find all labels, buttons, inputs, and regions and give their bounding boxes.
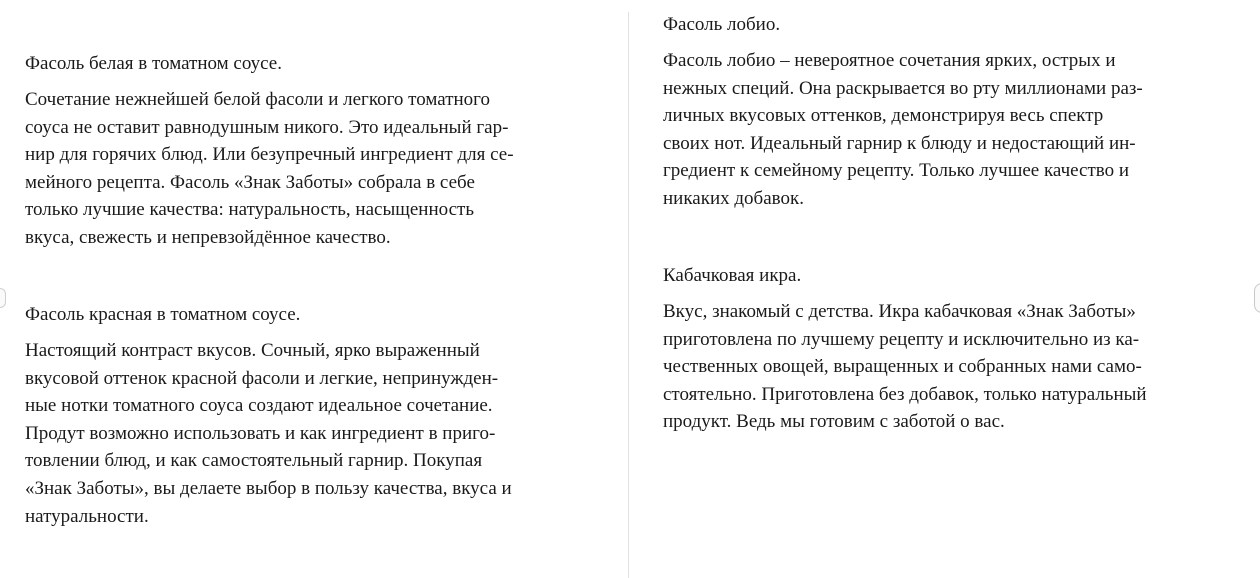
product-title: Кабачковая икра. bbox=[663, 265, 802, 286]
product-red-beans bbox=[25, 301, 605, 530]
product-description: Фасоль лобио – невероятное сочетания ярких, острых и нежных специй. Она раскрывается во рту миллионами раз- личных вкусовых оттенков, демонстрируя весь спектр своих нот. Идеальный гарнир к блюду и недостающий ин- гредиент к семейному рецепту. Только лучшее качество и никаких добавок. bbox=[663, 50, 1143, 209]
product-lobio-beans bbox=[663, 11, 1243, 213]
product-squash-caviar bbox=[663, 262, 1243, 436]
product-description: Настоящий контраст вкусов. Сочный, ярко выраженный вкусовой оттенок красной фасоли и легкие, непринужден- ные нотки томатного соуса создают идеальное сочетание. Продут возможно использовать и как ингредиент в приго- товлении блюд, и как самостоятельный гарнир. Покупая «Знак Заботы», вы делаете выбор в пользу качества, вкуса и натуральности. bbox=[25, 340, 512, 527]
product-title: Фасоль красная в томатном соусе. bbox=[25, 304, 301, 325]
product-description: Сочетание нежнейшей белой фасоли и легкого томатного соуса не оставит равнодушным никого. Это идеальный гар- нир для горячих блюд. Или безупречный ингредиент для се- мейного рецепта. Фасоль «Знак Заботы» собрала в себе только лучшие качества: натуральность, насыщенность вкуса, свежесть и непревзойдённое качество. bbox=[25, 89, 514, 248]
product-title: Фасоль белая в томатном соусе. bbox=[25, 53, 282, 74]
page-edge-handle-left bbox=[0, 288, 6, 308]
product-white-beans bbox=[25, 50, 605, 252]
page-edge-handle-right[interactable] bbox=[1254, 283, 1260, 313]
product-description: Вкус, знакомый с детства. Икра кабачковая «Знак Заботы» приготовлена по лучшему рецепту и исключительно из ка- чественных овощей, выращенных и собранных нами само- стоятельно. Приготовлена без добавок, только натуральный продукт. Ведь мы готовим с заботой о вас. bbox=[663, 301, 1147, 433]
product-title: Фасоль лобио. bbox=[663, 14, 781, 35]
column-divider bbox=[628, 12, 629, 578]
